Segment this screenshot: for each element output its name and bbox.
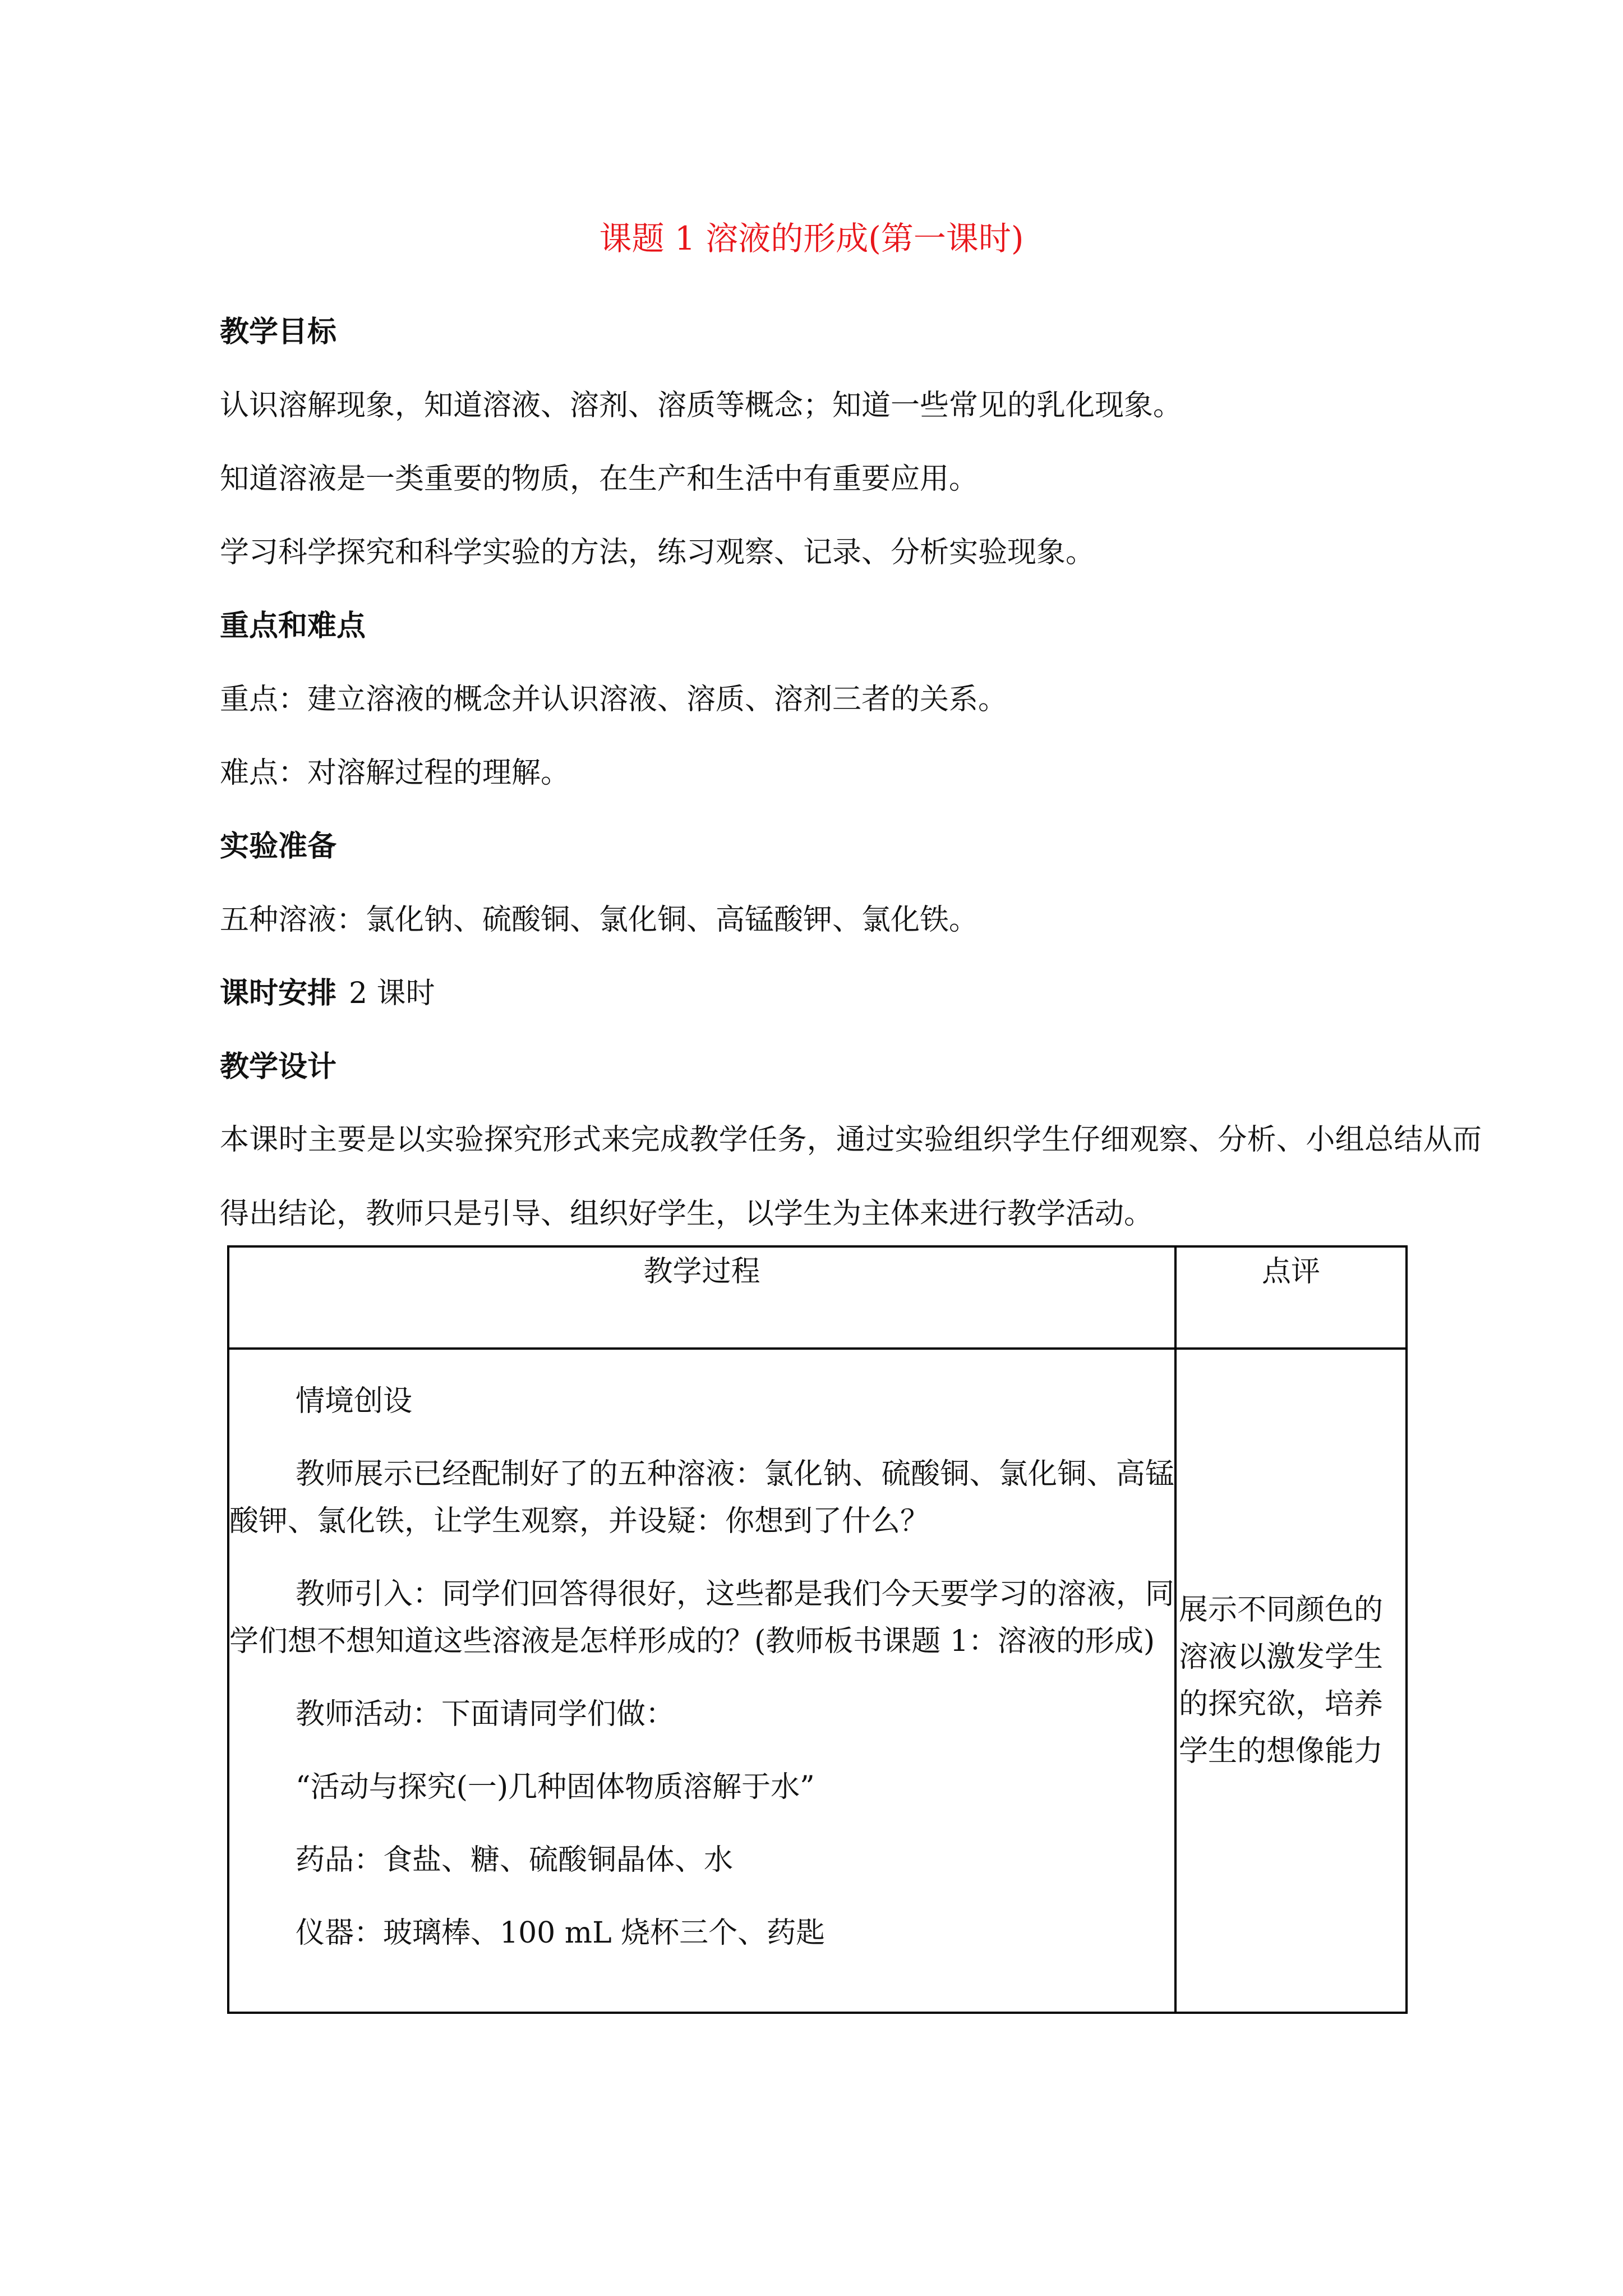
goal-item-3: 学习科学探究和科学实验的方法，练习观察、记录、分析实验现象。 [220, 536, 1095, 569]
schedule-value: 2 课时 [349, 977, 435, 1010]
goal-item-1: 认识溶解现象，知道溶液、溶剂、溶质等概念；知道一些常见的乳化现象。 [220, 389, 1183, 422]
teaching-process-table [227, 1245, 1408, 2014]
design-text: 本课时主要是以实验探究形式来完成教学任务，通过实验组织学生仔细观察、分析、小组总结从而得出结论，教师只是引导、组织好学生，以学生为主体来进行教学活动。 [220, 1123, 1482, 1231]
page-title: 课题 1 溶液的形成(第一课时) [599, 219, 1024, 257]
instruments-line: 仪器：玻璃棒、100 mL 烧杯三个、药匙 [296, 1916, 826, 1950]
header-comment: 点评 [1175, 1246, 1407, 1349]
comment-cell: 展示不同颜色的溶液以激发学生的探究欲，培养学生的想像能力 [1175, 1349, 1407, 2013]
table-header-row [228, 1246, 1407, 1349]
table-row [228, 1349, 1407, 2013]
process-cell [228, 1349, 1175, 2013]
activity-line: 教师活动：下面请同学们做： [296, 1697, 675, 1731]
prep-heading: 实验准备 [220, 829, 337, 863]
intro-paragraph: 教师引入：同学们回答得很好，这些都是我们今天要学习的溶液，同学们想不想知道这些溶液是怎样形成的？(教师板书课题 1：溶液的形成) [229, 1577, 1174, 1658]
design-heading: 教学设计 [220, 1050, 337, 1084]
schedule-heading [220, 974, 435, 1013]
schedule-label: 课时安排 [220, 976, 337, 1010]
explore-line: “活动与探究(一)几种固体物质溶解于水” [296, 1770, 815, 1804]
key-point: 重点：建立溶液的概念并认识溶液、溶质、溶剂三者的关系。 [220, 683, 1008, 716]
scene-line: 情境创设 [296, 1384, 413, 1418]
drugs-line: 药品：食盐、糖、硫酸铜晶体、水 [296, 1843, 734, 1877]
goal-item-2: 知道溶液是一类重要的物质，在生产和生活中有重要应用。 [220, 462, 979, 496]
goals-heading: 教学目标 [220, 315, 337, 349]
show-paragraph: 教师展示已经配制好了的五种溶液：氯化钠、硫酸铜、氯化铜、高锰酸钾、氯化铁，让学生观察，并设疑：你想到了什么？ [229, 1457, 1174, 1538]
key-heading: 重点和难点 [220, 609, 366, 643]
difficulty: 难点：对溶解过程的理解。 [220, 756, 570, 790]
prep-text: 五种溶液：氯化钠、硫酸铜、氯化铜、高锰酸钾、氯化铁。 [220, 903, 979, 937]
header-process: 教学过程 [228, 1246, 1175, 1349]
